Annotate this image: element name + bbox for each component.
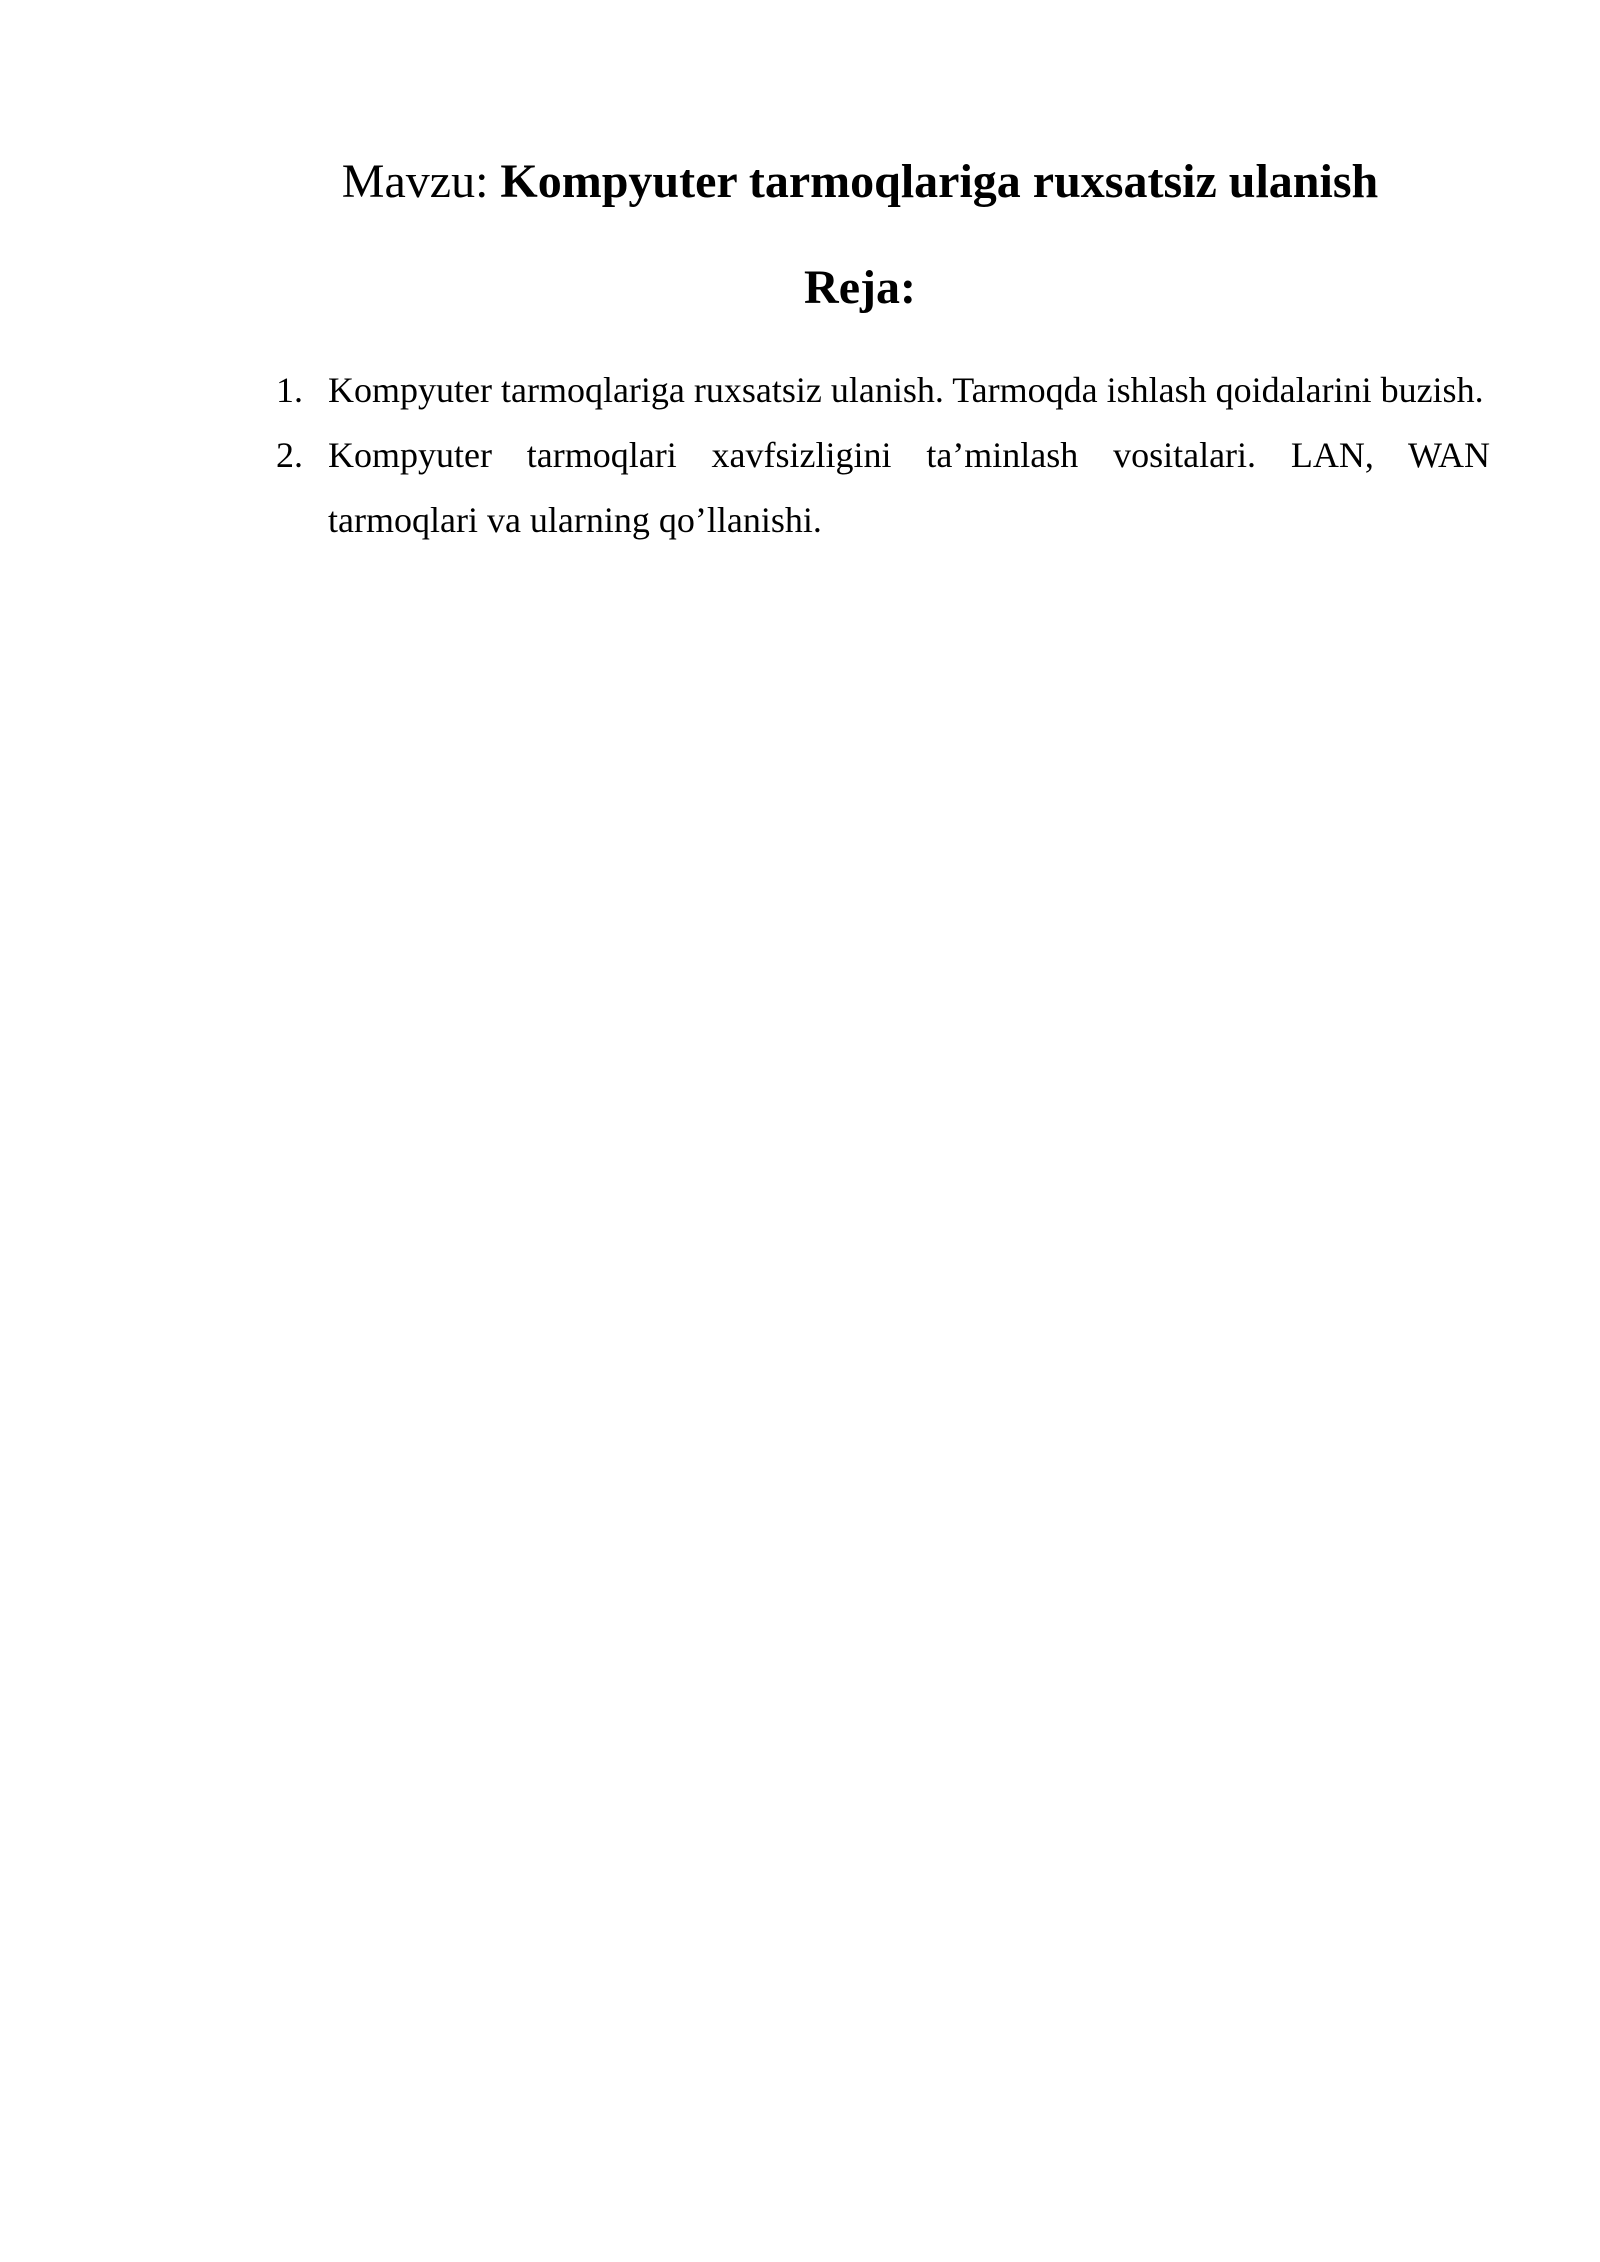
plan-item: [276, 358, 1490, 423]
plan-item-text: Kompyuter tarmoqlari xavfsizligini ta’minlash vositalari. LAN, WAN tarmoqlari va ularning qo’llanishi.: [328, 435, 1490, 540]
title-prefix: Mavzu:: [341, 155, 501, 208]
document-title: [260, 150, 1460, 214]
plan-item-number: 1.: [276, 370, 303, 410]
plan-item: [276, 423, 1490, 553]
plan-item-text: Kompyuter tarmoqlariga ruxsatsiz ulanish. Tarmoqda ishlash qoidalarini buzish.: [328, 370, 1484, 410]
plan-item-number: 2.: [276, 435, 303, 475]
plan-list: [276, 358, 1490, 553]
title-topic: Kompyuter tarmoqlariga ruxsatsiz ulanish: [500, 155, 1379, 208]
plan-heading: Reja:: [804, 261, 916, 314]
